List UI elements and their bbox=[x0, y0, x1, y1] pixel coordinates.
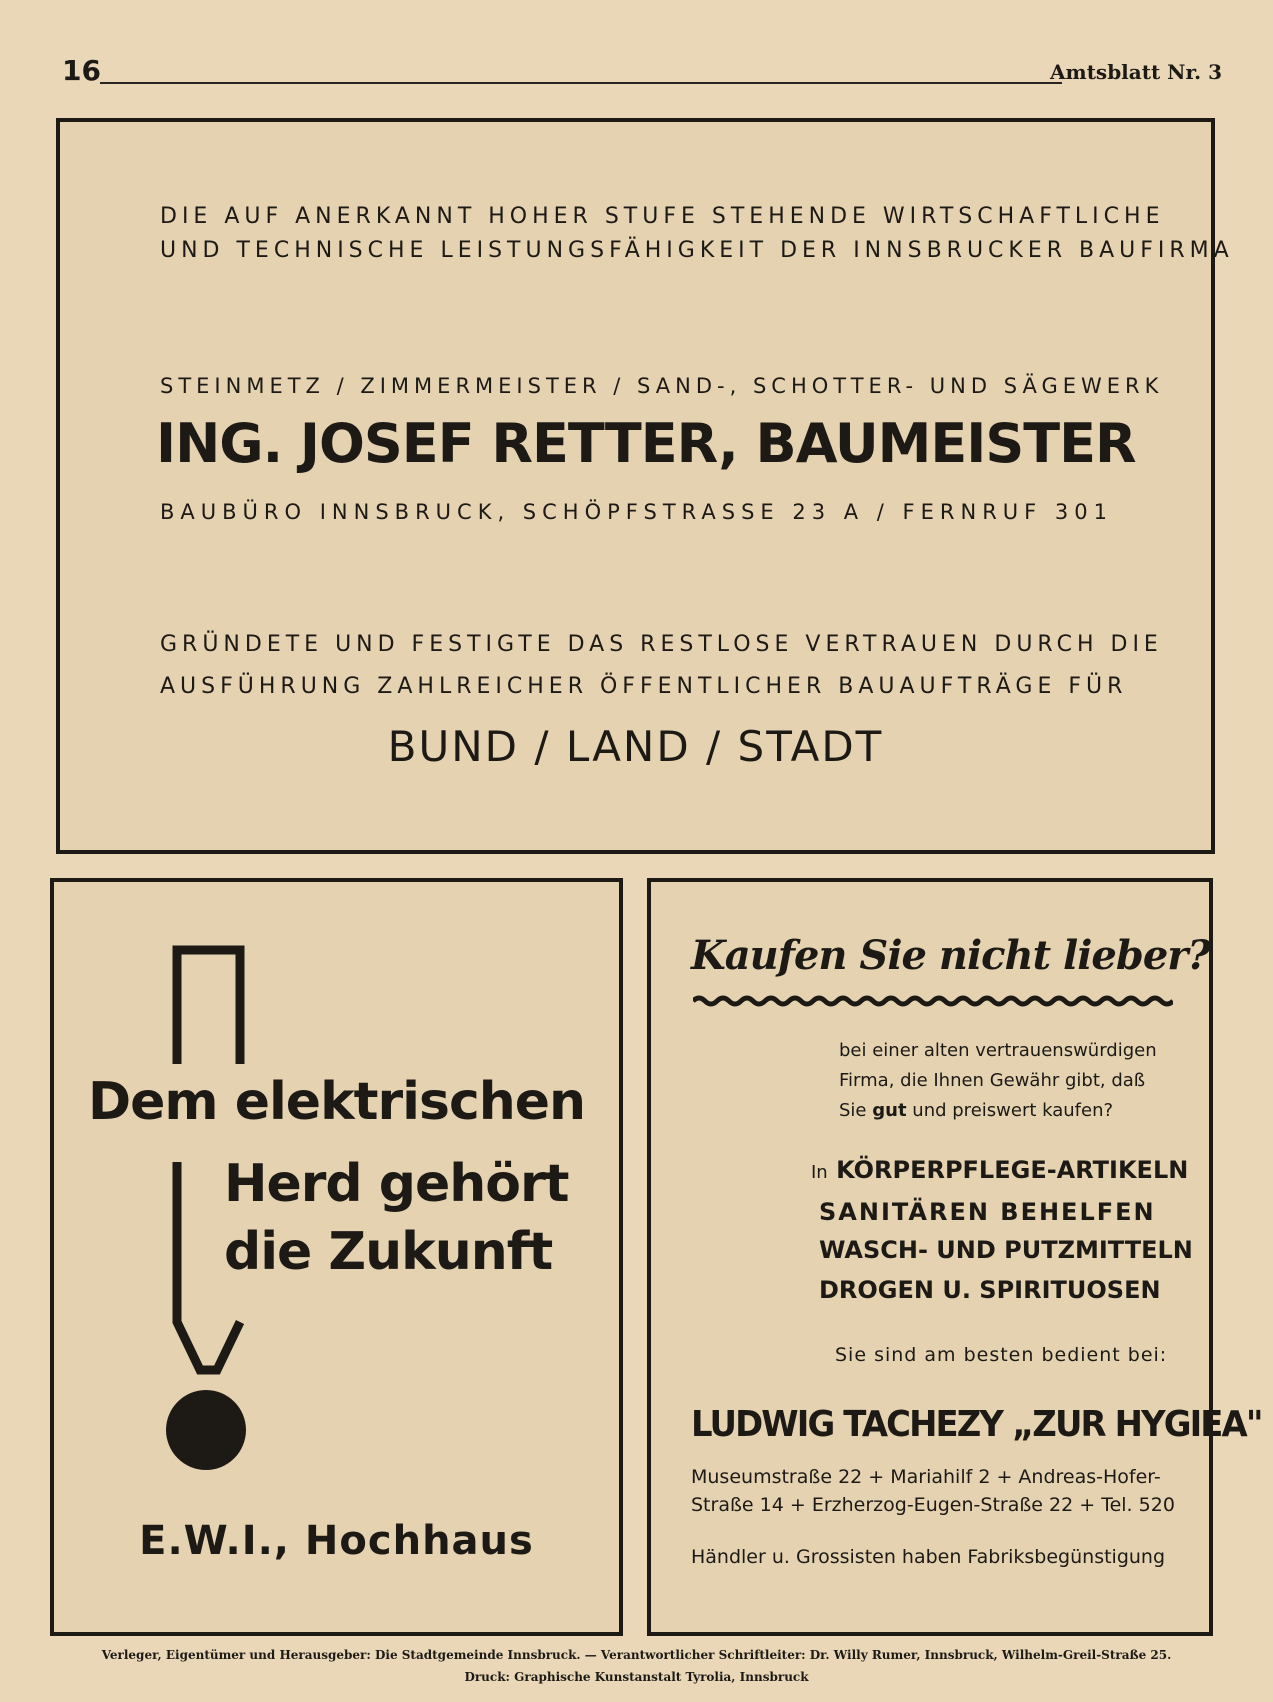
ad-ewi-headline-2: Herd gehört bbox=[224, 1154, 569, 1214]
header-rule bbox=[100, 82, 1062, 84]
ad-retter-clients: BUND / LAND / STADT bbox=[387, 722, 884, 771]
ad-ewi bbox=[50, 878, 623, 1636]
ad-tachezy bbox=[647, 878, 1262, 1636]
ad-tachezy-category-1-text: KÖRPERPFLEGE-ARTIKELN bbox=[836, 1156, 1189, 1184]
ad-tachezy-category-2: SANITÄREN BEHELFEN bbox=[819, 1198, 1156, 1226]
ad-retter-intro-line1: DIE AUF ANERKANNT HOHER STUFE STEHENDE WIRTSCHAFTLICHE bbox=[160, 204, 1165, 229]
ad-retter bbox=[56, 118, 1234, 854]
ad-tachezy-title: Kaufen Sie nicht lieber? bbox=[691, 932, 1210, 979]
ad-tachezy-dealer-note: Händler u. Grossisten haben Fabriksbegünstigung bbox=[691, 1546, 1166, 1568]
imprint-line-2: Druck: Graphische Kunstanstalt Tyrolia, Innsbruck bbox=[464, 1670, 809, 1684]
ad-tachezy-intro-2: Firma, die Ihnen Gewähr gibt, daß bbox=[839, 1070, 1146, 1091]
page-number: 16 bbox=[62, 54, 101, 87]
ad-retter-body-line2: AUSFÜHRUNG ZAHLREICHER ÖFFENTLICHER BAUAUFTRÄGE FÜR bbox=[160, 674, 1128, 699]
journal-title: Amtsblatt Nr. 3 bbox=[1050, 60, 1222, 84]
ad-tachezy-address-1: Museumstraße 22 + Mariahilf 2 + Andreas-Hofer- bbox=[691, 1466, 1161, 1488]
ad-ewi-company: E.W.I., Hochhaus bbox=[139, 1518, 534, 1564]
ad-tachezy-intro-3-bold: gut bbox=[872, 1100, 907, 1121]
ad-tachezy-category-3: WASCH- UND PUTZMITTELN bbox=[819, 1236, 1193, 1264]
ad-tachezy-category-prefix: In bbox=[811, 1162, 828, 1183]
ad-tachezy-served: Sie sind am besten bedient bei: bbox=[835, 1344, 1168, 1366]
ad-tachezy-intro-3 bbox=[839, 1100, 1113, 1121]
ad-tachezy-intro-1: bei einer alten vertrauenswürdigen bbox=[839, 1040, 1157, 1061]
ad-tachezy-address-2: Straße 14 + Erzherzog-Eugen-Straße 22 + Tel. 520 bbox=[691, 1494, 1175, 1516]
ad-tachezy-intro-3-post: und preiswert kaufen? bbox=[912, 1100, 1114, 1121]
ad-ewi-headline-1: Dem elektrischen bbox=[88, 1072, 586, 1132]
ad-retter-intro-line2: UND TECHNISCHE LEISTUNGSFÄHIGKEIT DER INNSBRUCKER BAUFIRMA bbox=[160, 238, 1234, 263]
ad-ewi-headline-3: die Zukunft bbox=[224, 1222, 553, 1282]
ad-tachezy-category-4: DROGEN U. SPIRITUOSEN bbox=[819, 1276, 1161, 1304]
page-header bbox=[62, 54, 1222, 90]
imprint-line-1: Verleger, Eigentümer und Herausgeber: Die Stadtgemeinde Innsbruck. — Verantwortlicher Schriftleiter: Dr. Willy Rumer, Innsbruck, Wilhelm-Greil-Straße 25. bbox=[101, 1648, 1172, 1662]
ad-tachezy-store-name: LUDWIG TACHEZY „ZUR HYGIEA" bbox=[691, 1404, 1262, 1445]
ad-retter-trades: STEINMETZ / ZIMMERMEISTER / SAND-, SCHOTTER- UND SÄGEWERK bbox=[160, 374, 1164, 398]
ad-retter-firm-name: ING. JOSEF RETTER, BAUMEISTER bbox=[156, 412, 1136, 475]
ad-tachezy-category-1 bbox=[811, 1156, 1188, 1184]
ad-tachezy-intro-3-pre: Sie bbox=[839, 1100, 867, 1121]
ad-retter-address: BAUBÜRO INNSBRUCK, SCHÖPFSTRASSE 23 A / FERNRUF 301 bbox=[160, 500, 1114, 524]
ad-retter-body-line1: GRÜNDETE UND FESTIGTE DAS RESTLOSE VERTRAUEN DURCH DIE bbox=[160, 632, 1163, 657]
wavy-underline-icon bbox=[693, 994, 1173, 1008]
